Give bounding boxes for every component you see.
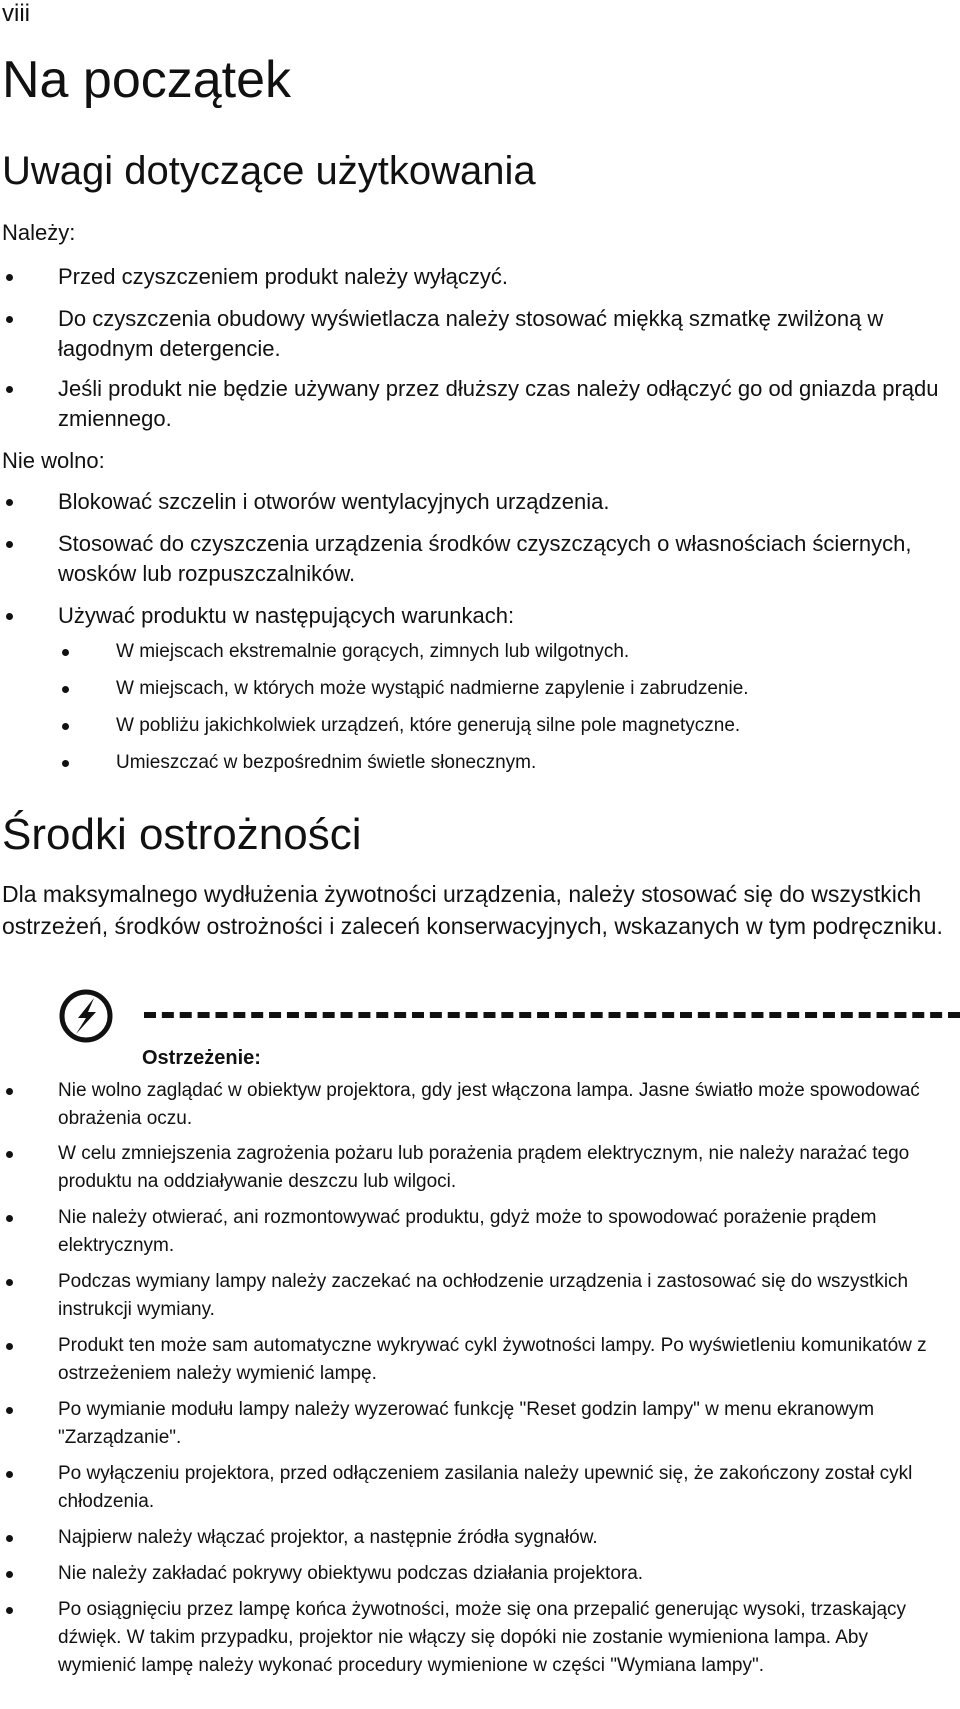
- usage-heading: Uwagi dotyczące użytkowania: [2, 149, 536, 193]
- warning-title: Ostrzeżenie:: [142, 1047, 261, 1069]
- list-item: Blokować szczelin i otworów wentylacyjnych urządzenia.: [0, 487, 950, 517]
- list-item: Produkt ten może sam automatyczne wykrywać cykl żywotności lampy. Po wyświetleniu komunikatów z ostrzeżeniem należy wymienić lampę.: [0, 1332, 950, 1388]
- list-item: Po wyłączeniu projektora, przed odłączeniem zasilania należy upewnić się, że zakończony został cykl chłodzenia.: [0, 1460, 950, 1516]
- list-item: Po osiągnięciu przez lampę końca żywotności, może się ona przepalić generując wysoki, trzaskający dźwięk. W takim przypadku, projektor nie włączy się dopóki nie zostanie wymieniona lampa. Aby wymienić lampę należy wykonać procedury wymienione w części "Wymiana lampy".: [0, 1596, 950, 1680]
- page-number: viii: [2, 0, 30, 27]
- list-item: W miejscach ekstremalnie gorących, zimnych lub wilgotnych.: [58, 640, 938, 664]
- list-item: Do czyszczenia obudowy wyświetlacza należy stosować miękką szmatkę zwilżoną w łagodnym detergencie.: [0, 304, 950, 364]
- page-title: Na początek: [2, 51, 292, 109]
- list-item: Nie należy otwierać, ani rozmontowywać produktu, gdyż może to spowodować porażenie prądem elektrycznym.: [0, 1204, 950, 1260]
- list-item: W pobliżu jakichkolwiek urządzeń, które generują silne pole magnetyczne.: [58, 714, 938, 738]
- dont-list: [0, 487, 950, 631]
- conditions-list: [58, 640, 938, 775]
- list-item: Po wymianie modułu lampy należy wyzerować funkcję "Reset godzin lampy" w menu ekranowym "Zarządzanie".: [0, 1396, 950, 1452]
- lightning-warning-icon: [58, 988, 114, 1044]
- list-item: Jeśli produkt nie będzie używany przez dłuższy czas należy odłączyć go od gniazda prądu zmiennego.: [0, 374, 950, 434]
- precautions-intro: Dla maksymalnego wydłużenia żywotności urządzenia, należy stosować się do wszystkich ostrzeżeń, środków ostrożności i zaleceń konserwacyjnych, wskazanych w tym podręczniku.: [2, 881, 943, 939]
- list-item: Umieszczać w bezpośrednim świetle słonecznym.: [58, 751, 938, 775]
- warning-list: [0, 1077, 950, 1680]
- list-item: Używać produktu w następujących warunkach:: [0, 601, 950, 631]
- do-list: [0, 262, 950, 434]
- precautions-heading: Środki ostrożności: [2, 810, 362, 859]
- warning-divider: [144, 1012, 960, 1018]
- list-item: Nie wolno zaglądać w obiektyw projektora, gdy jest włączona lampa. Jasne światło może spowodować obrażenia oczu.: [0, 1077, 950, 1133]
- list-item: Podczas wymiany lampy należy zaczekać na ochłodzenie urządzenia i zastosować się do wszystkich instrukcji wymiany.: [0, 1268, 950, 1324]
- do-label: Należy:: [2, 220, 76, 245]
- list-item: Najpierw należy włączać projektor, a następnie źródła sygnałów.: [0, 1524, 950, 1552]
- dont-label: Nie wolno:: [2, 448, 105, 473]
- list-item: Nie należy zakładać pokrywy obiektywu podczas działania projektora.: [0, 1560, 950, 1588]
- list-item: W miejscach, w których może wystąpić nadmierne zapylenie i zabrudzenie.: [58, 677, 938, 701]
- list-item: W celu zmniejszenia zagrożenia pożaru lub porażenia prądem elektrycznym, nie należy narażać tego produktu na oddziaływanie deszczu lub wilgoci.: [0, 1140, 950, 1196]
- list-item: Przed czyszczeniem produkt należy wyłączyć.: [0, 262, 950, 292]
- list-item: Stosować do czyszczenia urządzenia środków czyszczących o własnościach ściernych, wosków lub rozpuszczalników.: [0, 529, 950, 589]
